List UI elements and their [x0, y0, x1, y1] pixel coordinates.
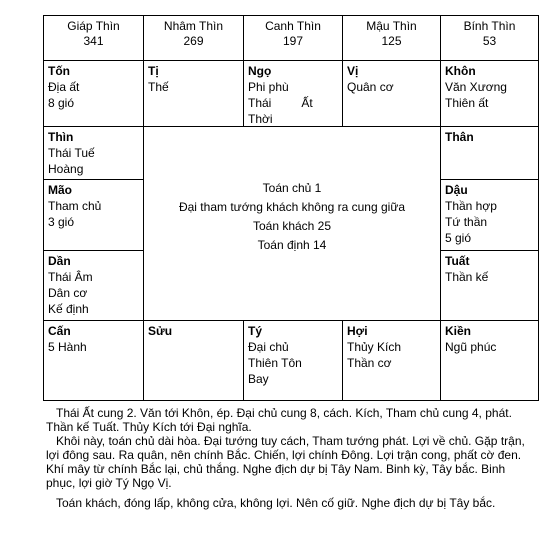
palace-hoi [343, 321, 441, 400]
palace-title: Mão [48, 183, 72, 197]
palace-line: 3 gió [48, 215, 75, 229]
commentary-text: Thái Ất cung 2. Văn tới Khôn, ép. Đại chủ cung 8, cách. Kích, Tham chủ cung 4, phát. Thần kế Tuất. Thủy Kích tới Đại nghĩa. [46, 406, 512, 434]
palace-ngo [244, 61, 343, 127]
header-name: Giáp Thìn [67, 19, 120, 33]
palace-title: Tị [148, 64, 159, 78]
palace-dau [441, 180, 538, 251]
commentary-paragraph [46, 406, 526, 434]
palace-line: Bay [248, 372, 269, 386]
palace-mao [44, 180, 144, 251]
palace-can [44, 321, 144, 400]
header-cell [441, 16, 538, 61]
palace-title: Thìn [48, 130, 74, 144]
commentary-text: Khôi này, toán chủ dài hòa. Đại tướng tuy cách, Tham tướng phát. Lợi về chủ. Gặp trận, lợi đông sau. Ra quân, nên chính Bắc. Chiến, lợi chính Đông. Lợi trận cong, phất cờ đen. Khí mây từ chính Bắc lại, chủ thắng. Nghe địch dự bị Tây Nam. Binh kỳ, Tây bắc. Binh phục, lợi giờ Tý Ngọ Vị. [46, 434, 525, 490]
header-value: 197 [282, 34, 304, 48]
header-name: Mậu Thìn [366, 19, 417, 33]
palace-title: Kiền [445, 324, 472, 338]
palace-line: 5 gió [445, 231, 472, 245]
header-value: 341 [83, 34, 104, 48]
center-line: Toán chủ 1 [262, 181, 322, 195]
commentary-paragraph [46, 434, 526, 490]
palace-line: Thiên ất [445, 96, 489, 110]
palace-line: Quân cơ [347, 80, 394, 94]
commentary-text: Toán khách, đóng lấp, không cửa, không lợi. Nên cố giữ. Nghe địch dự bị Tây bắc. [56, 496, 496, 510]
palace-line: Thái Âm [48, 270, 93, 284]
palace-ti [144, 61, 244, 127]
center-line: Đại tham tướng khách không ra cung giữa [178, 200, 406, 214]
header-value: 269 [183, 34, 204, 48]
palace-suu [144, 321, 244, 400]
palace-title: Dần [48, 254, 71, 268]
header-name: Canh Thìn [265, 19, 321, 33]
palace-title: Tốn [48, 64, 70, 78]
palace-title: Thân [445, 130, 474, 144]
palace-line: Đại chủ [248, 340, 289, 354]
palace-tuat [441, 251, 538, 321]
palace-line: Thần kế [445, 270, 489, 284]
palace-vi [343, 61, 441, 127]
palace-line: Thời [248, 112, 273, 126]
header-value: 53 [482, 34, 497, 48]
header-cell [244, 16, 343, 61]
palace-ty [244, 321, 343, 400]
palace-title: Ngọ [248, 64, 272, 78]
palace-title: Sửu [148, 324, 173, 338]
palace-line: Thái Tuế [48, 146, 95, 160]
palace-line: Địa ất [48, 80, 80, 94]
palace-title: Cấn [48, 324, 71, 338]
palace-line: Kế định [48, 302, 89, 316]
palace-ton [44, 61, 144, 127]
palace-line: Tứ thần [445, 215, 488, 229]
header-name: Bính Thìn [463, 19, 516, 33]
palace-line: Văn Xương [445, 80, 507, 94]
header-name: Nhâm Thìn [163, 19, 224, 33]
palace-thin [44, 127, 144, 180]
header-cell [144, 16, 244, 61]
palace-line: Dân cơ [48, 286, 88, 300]
commentary-paragraph [46, 496, 526, 510]
palace-title: Dậu [445, 183, 468, 197]
palace-khon [441, 61, 538, 127]
palace-line: Thủy Kích [347, 340, 402, 354]
palace-line: 5 Hành [48, 340, 87, 354]
header-value: 125 [381, 34, 402, 48]
palace-line: Thần hợp [445, 199, 497, 213]
palace-than [441, 127, 538, 180]
palace-title: Hợi [347, 324, 368, 338]
palace-grid [43, 15, 539, 401]
palace-title: Khôn [445, 64, 476, 78]
header-cell [44, 16, 144, 61]
palace-title: Tuất [445, 254, 470, 268]
palace-kien [441, 321, 538, 400]
header-cell [343, 16, 441, 61]
palace-dan [44, 251, 144, 321]
palace-line: Phi phù [248, 80, 289, 94]
palace-line: Thần cơ [347, 356, 392, 370]
palace-line: Hoàng [48, 162, 84, 176]
center-line: Toán định 14 [257, 238, 327, 252]
palace-line: Ngũ phúc [445, 340, 497, 354]
center-summary [144, 127, 441, 321]
center-line: Toán khách 25 [252, 219, 332, 233]
palace-title: Tý [248, 324, 263, 338]
palace-line: Thái Ất [248, 96, 313, 110]
palace-line: Tham chủ [48, 199, 102, 213]
palace-line: 8 gió [48, 96, 75, 110]
palace-line: Thiên Tôn [248, 356, 302, 370]
palace-line: Thế [148, 80, 169, 94]
palace-title: Vị [347, 64, 359, 78]
